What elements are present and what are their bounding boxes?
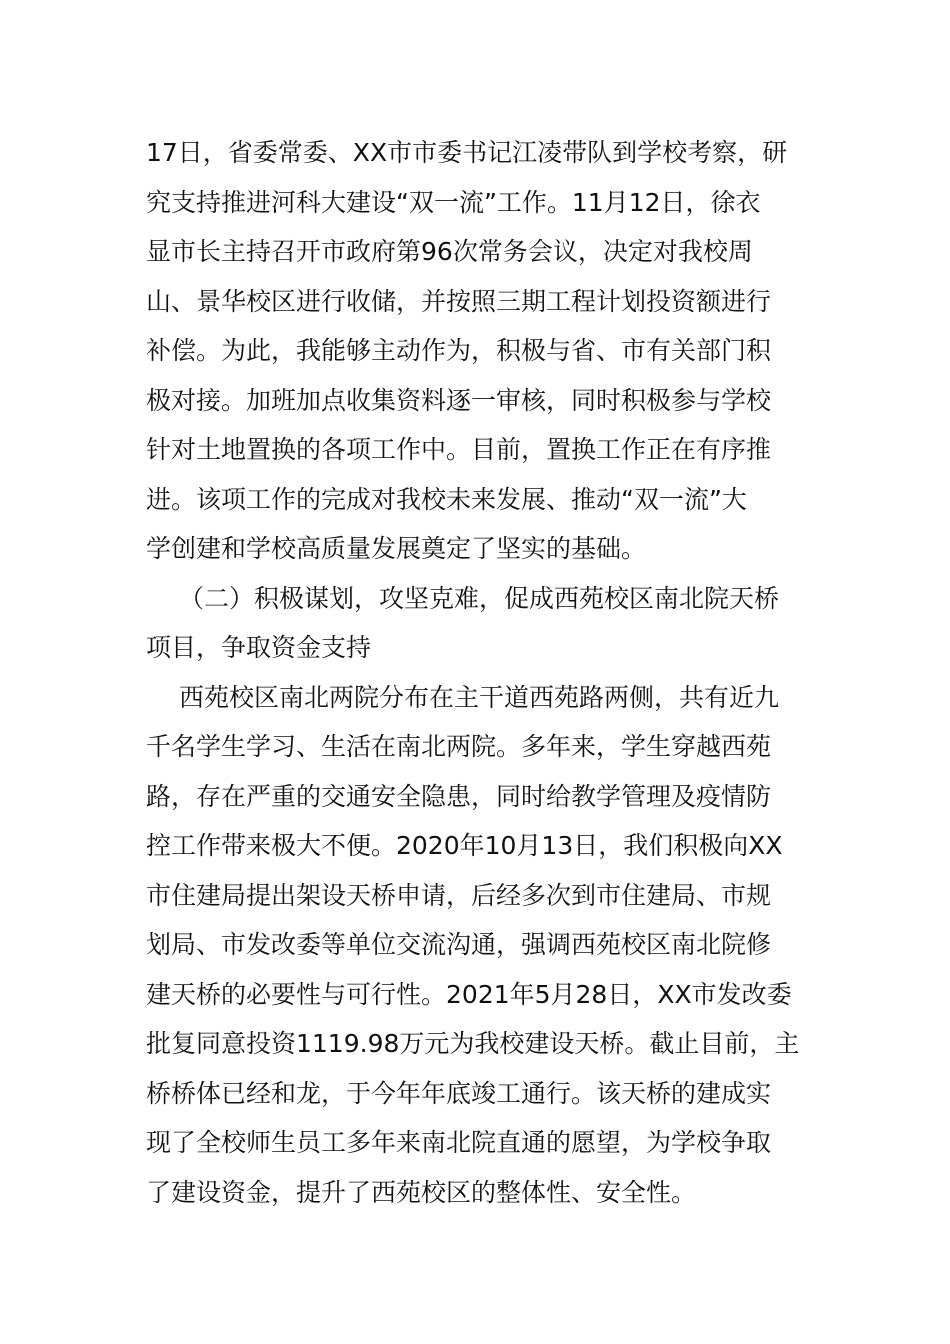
text-line: 补偿。为此，我能够主动作为，积极与省、市有关部门积 — [146, 336, 772, 365]
section-heading-2 — [146, 574, 810, 673]
text-line: 路，存在严重的交通安全隐患，同时给教学管理及疫情防 — [146, 781, 772, 811]
text-line: 千名学生学习、生活在南北两院。多年来，学生穿越西苑 — [146, 732, 772, 761]
text-line: 批复同意投资1119.98万元为我校建设天桥。截止目前，主 — [146, 1029, 800, 1058]
text-line: 西苑校区南北两院分布在主干道西苑路两侧，共有近九 — [179, 682, 780, 712]
heading-line: （二）积极谋划，攻坚克难，促成西苑校区南北院天桥 — [179, 583, 780, 613]
text-line: 17日，省委常委、XX市市委书记江凌带队到学校考察，研 — [146, 138, 788, 167]
text-line: 现了全校师生员工多年来南北院直通的愿望，为学校争取 — [146, 1128, 772, 1157]
heading-line: 项目，争取资金支持 — [146, 633, 372, 662]
text-line: 极对接。加班加点收集资料逐一审核，同时积极参与学校 — [146, 385, 772, 415]
text-line: 了建设资金，提升了西苑校区的整体性、安全性。 — [146, 1177, 697, 1207]
text-line: 山、景华校区进行收储，并按照三期工程计划投资额进行 — [146, 286, 772, 316]
text-line: 建天桥的必要性与可行性。2021年5月28日，XX市发改委 — [146, 979, 792, 1009]
text-line: 究支持推进河科大建设“双一流”工作。11月12日，徐衣 — [146, 187, 761, 217]
text-line: 显市长主持召开市政府第96次常务会议，决定对我校周 — [146, 237, 753, 266]
text-line: 控工作带来极大不便。2020年10月13日，我们积极向XX — [146, 831, 783, 860]
document-body — [146, 128, 810, 1217]
text-line: 桥桥体已经和龙，于今年年底竣工通行。该天桥的建成实 — [146, 1078, 772, 1108]
text-line: 学创建和学校高质量发展奠定了坚实的基础。 — [146, 534, 647, 563]
text-line: 进。该项工作的完成对我校未来发展、推动“双一流”大 — [146, 484, 747, 514]
text-line: 划局、市发改委等单位交流沟通，强调西苑校区南北院修 — [146, 930, 772, 959]
text-line: 市住建局提出架设天桥申请，后经多次到市住建局、市规 — [146, 880, 772, 910]
paragraph-1 — [146, 128, 810, 574]
text-line: 针对土地置换的各项工作中。目前，置换工作正在有序推 — [146, 435, 772, 464]
paragraph-2 — [146, 673, 810, 1218]
